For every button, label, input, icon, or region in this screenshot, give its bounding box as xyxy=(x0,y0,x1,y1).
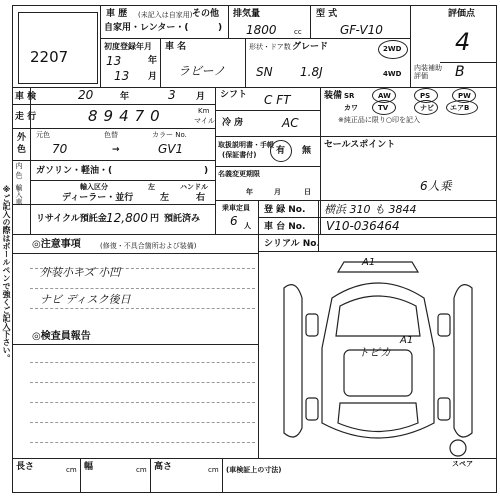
rule xyxy=(12,104,215,105)
import-item-1: 輸入区分 xyxy=(80,183,108,191)
rule xyxy=(100,5,497,6)
wheel-fr xyxy=(438,314,450,336)
rule xyxy=(258,251,259,458)
first-reg-month: 13 xyxy=(114,69,130,83)
import-right: 右 xyxy=(196,193,206,203)
color-code-label: カラー No. xyxy=(152,131,187,139)
rule xyxy=(150,458,151,493)
options-label: 装備 xyxy=(324,91,343,101)
first-reg-unit-year: 年 xyxy=(148,56,158,66)
option-pw: PW xyxy=(458,92,471,100)
rule xyxy=(100,38,410,39)
dashed-line xyxy=(30,442,255,443)
footer-length-unit: cm xyxy=(66,466,77,474)
option-circle-tv xyxy=(372,100,396,115)
rule xyxy=(160,38,161,87)
option-tv: TV xyxy=(378,104,389,112)
option-ps: PS xyxy=(420,92,431,100)
recycle-value: 12,800 xyxy=(106,211,148,225)
rule xyxy=(320,87,321,234)
color-label: 外 色 xyxy=(15,132,25,154)
inspection-month: 3 xyxy=(168,88,176,102)
spare-label: スペア xyxy=(452,460,473,468)
capacity-label: 乗車定員 xyxy=(222,204,250,212)
grade-text-label: グレード xyxy=(292,42,329,52)
inspection-year-unit: 年 xyxy=(120,92,130,102)
first-reg-unit-month: 月 xyxy=(148,72,158,82)
interior-grade-label: 内装補助評価 xyxy=(414,64,442,80)
rule xyxy=(215,110,320,111)
reg-label: 登 録 No. xyxy=(264,205,306,215)
mileage-label: 走 行 xyxy=(15,112,37,122)
rule xyxy=(12,160,215,161)
rule xyxy=(215,166,320,167)
rule xyxy=(258,251,497,252)
wheel-rr xyxy=(438,398,450,420)
color-int-label: 内 色 xyxy=(15,162,23,179)
rule xyxy=(440,62,497,63)
sales-point-value: 6人乗 xyxy=(420,179,452,193)
diagram-roof-mark: トピカ xyxy=(358,346,391,359)
ownership-month: 月 xyxy=(274,188,281,196)
notes-line-1: 外装小キズ 小凹 xyxy=(40,266,121,279)
spare-tire xyxy=(450,440,466,456)
mileage-value: 89470 xyxy=(88,107,166,125)
manual-yes-circle xyxy=(270,140,292,162)
options-note: ※純正品に限り○印を記入 xyxy=(338,116,420,124)
car-name-label: 車 名 xyxy=(165,42,187,52)
rule xyxy=(245,38,246,87)
grade-value: 4 xyxy=(455,28,471,56)
rule xyxy=(410,5,411,87)
lot-number: 2207 xyxy=(30,48,69,66)
option-aw: AW xyxy=(378,92,391,100)
capacity-value: 6 xyxy=(230,214,238,228)
grade-text-value: 1.8J xyxy=(300,65,323,79)
model-label: 型 式 xyxy=(316,9,338,19)
rule xyxy=(258,234,259,251)
rule xyxy=(100,5,101,87)
shift-value: C FT xyxy=(264,93,291,107)
doors-label: 形状・ドア数 xyxy=(249,43,291,51)
option-sr: SR xyxy=(344,92,355,100)
wheel-rl xyxy=(306,398,318,420)
mileage-unit-bottom: マイル xyxy=(194,117,215,125)
displacement-value: 1800 xyxy=(246,23,277,37)
doors-value: SN xyxy=(256,65,273,79)
vehicle-type-sub: (未記入は自家用) xyxy=(138,11,193,19)
recycle-label: リサイクル預託金 xyxy=(36,214,107,224)
footer-width-label: 幅 xyxy=(84,462,94,472)
usage-options: 自家用・レンター・( xyxy=(104,23,189,33)
footer-width-unit: cm xyxy=(136,466,147,474)
rule xyxy=(228,5,229,38)
dashed-line xyxy=(30,288,255,289)
first-reg-label: 初度登録年月 xyxy=(104,42,152,51)
grade-label: 評価点 xyxy=(448,9,476,19)
option-circle-airbag xyxy=(446,100,478,115)
rule xyxy=(30,180,215,181)
wheel-fl xyxy=(306,314,318,336)
side-profile-left xyxy=(284,285,302,437)
color-code-value: GV1 xyxy=(158,142,184,156)
sales-point-label: セールスポイント xyxy=(324,140,396,150)
drive-2wd: 2WD xyxy=(383,45,402,53)
front-view xyxy=(338,262,418,272)
import-dealer: ディーラー・並行 xyxy=(62,193,134,203)
fuel-options: ガソリン・軽油・( xyxy=(36,166,113,176)
inspection-month-unit: 月 xyxy=(196,92,206,102)
car-hood xyxy=(336,296,420,336)
drive-2wd-circle xyxy=(378,40,408,59)
rule xyxy=(318,234,319,251)
dashed-line xyxy=(30,308,255,309)
footer-height-label: 高さ xyxy=(154,462,173,472)
reg-value: 横浜 310 も 3844 xyxy=(324,203,417,216)
dashed-line xyxy=(30,382,255,383)
dashed-line xyxy=(30,402,255,403)
side-profile-right xyxy=(454,285,472,437)
option-leather: カワ xyxy=(344,104,358,112)
car-rear xyxy=(338,403,418,432)
fuel-close: ) xyxy=(204,166,209,176)
diagram-top-mark: A1 xyxy=(362,257,376,268)
car-diagram xyxy=(262,258,494,463)
rule xyxy=(12,128,215,129)
import-item-2: 左 xyxy=(148,183,155,191)
shift-label: シフト xyxy=(220,90,248,100)
color-chg-label: 色替 xyxy=(104,131,118,139)
color-value: 70 xyxy=(52,142,68,156)
vehicle-type-label: 車 歴 xyxy=(106,9,128,19)
footer-length-label: 長さ xyxy=(16,462,35,472)
ownership-year: 年 xyxy=(246,188,253,196)
manual-label: 取扱説明書・手帳 xyxy=(218,141,274,149)
displacement-label: 排気量 xyxy=(233,9,261,19)
diagram-mid-mark: A1 xyxy=(400,335,414,346)
import-left: 左 xyxy=(160,193,170,203)
color-orig-label: 元色 xyxy=(36,131,50,139)
ac-value: AC xyxy=(282,116,299,130)
dashed-line xyxy=(30,422,255,423)
option-airbag: エアB xyxy=(450,104,470,112)
color-arrow: → xyxy=(112,145,120,155)
chassis-label: 車 台 No. xyxy=(264,222,306,232)
footer-note: (車検証上の寸法) xyxy=(226,466,282,474)
notes-line-2: ナビ ディスク後日 xyxy=(40,293,131,306)
capacity-unit: 人 xyxy=(244,222,251,230)
rule xyxy=(12,458,497,459)
side-note: ※ご記入の際はボールペンで強くご記入下さい。 xyxy=(2,185,11,362)
notes-title: ◎注意事項 xyxy=(32,239,81,250)
rule xyxy=(12,344,258,345)
rule xyxy=(258,234,497,235)
first-reg-year: 13 xyxy=(106,54,122,68)
car-name-value: ラビーノ xyxy=(178,64,226,78)
rule xyxy=(258,217,497,218)
inspector-title: ◎検査員報告 xyxy=(32,331,91,342)
displacement-unit: cc xyxy=(294,28,302,36)
ownership-label: 名義変更期限 xyxy=(218,170,260,178)
inspection-year: 20 xyxy=(78,88,94,102)
manual-sub: (保証書付) xyxy=(222,151,257,159)
rule xyxy=(222,458,223,493)
rule xyxy=(12,253,258,254)
model-value: GF-V10 xyxy=(340,23,383,37)
ownership-day: 日 xyxy=(304,188,311,196)
rule xyxy=(12,204,215,205)
serial-label: シリアル No. xyxy=(264,239,320,249)
drive-4wd: 4WD xyxy=(383,70,402,78)
rule xyxy=(80,458,81,493)
other-label: その他 xyxy=(192,9,220,19)
import-label: 輸入車 xyxy=(15,184,23,205)
footer-height-unit: cm xyxy=(208,466,219,474)
inspection-label: 車 検 xyxy=(15,92,37,102)
option-circle-navi xyxy=(414,100,438,115)
manual-no: 無 xyxy=(302,146,312,156)
rule xyxy=(318,200,319,234)
mileage-unit-top: Km xyxy=(198,107,210,115)
option-navi: ナビ xyxy=(420,104,434,112)
manual-yes: 有 xyxy=(276,146,286,156)
rule xyxy=(215,136,497,137)
chassis-value: V10-036464 xyxy=(326,219,400,233)
import-item-3: ハンドル xyxy=(180,183,208,191)
recycle-unit: 円 xyxy=(150,214,160,224)
notes-subtitle: (修復・不具合箇所および装備) xyxy=(100,242,197,250)
dashed-line xyxy=(30,362,255,363)
ac-label: 冷 房 xyxy=(222,118,244,128)
usage-close: ) xyxy=(218,23,223,33)
rule xyxy=(310,5,311,38)
recycle-status: 預託済み xyxy=(164,214,201,224)
interior-grade-value: B xyxy=(455,64,465,80)
